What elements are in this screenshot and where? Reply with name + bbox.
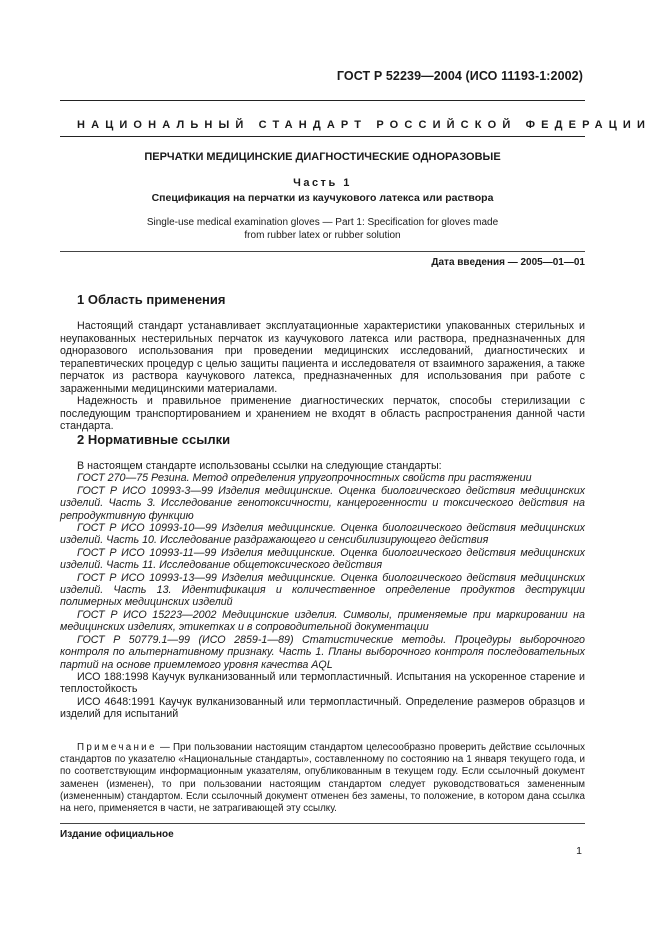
document-subtitle: Спецификация на перчатки из каучукового латекса или раствора (151, 192, 494, 204)
reference-item: ГОСТ Р 50779.1—99 (ИСО 2859-1—89) Статистические методы. Процедуры выборочного контроля по альтернативному признаку. Часть 1. Планы выборочного контроля последовательных партий на основе приемлемого уровня качества AQL (60, 633, 585, 671)
reference-item: ГОСТ 270—75 Резина. Метод определения упругопрочностных свойств при растяжении (77, 472, 532, 485)
reference-item-iso-4648: ИСО 4648:1991 Каучук вулканизованный или термопластичный. Определение размеров образцов и изделий для испытаний (60, 695, 585, 721)
header-rule (60, 100, 585, 101)
reference-item: ГОСТ Р ИСО 10993-10—99 Изделия медицинские. Оценка биологического действия медицинских изделий. Часть 10. Исследование раздражающего и сенсибилизирующего действия (60, 522, 585, 547)
section-1-heading: 1 Область применения (77, 292, 226, 307)
note-block (60, 742, 585, 815)
section-1-body (60, 320, 585, 433)
official-edition-label: Издание официальное (60, 829, 174, 840)
part-label: Часть 1 (293, 177, 352, 189)
national-standard-banner: НАЦИОНАЛЬНЫЙ СТАНДАРТ РОССИЙСКОЙ ФЕДЕРАЦИИ (77, 119, 652, 131)
reference-item-iso-188: ИСО 188:1998 Каучук вулканизованный или термопластичный. Испытания на ускоренное старение и теплостойкость (60, 670, 585, 696)
standard-designation: ГОСТ Р 52239—2004 (ИСО 11193-1:2002) (336, 69, 583, 83)
english-title-line-1: Single-use medical examination gloves — Part 1: Specification for gloves made (146, 217, 499, 228)
english-title-line-2: from rubber latex or rubber solution (244, 229, 401, 241)
banner-rule (60, 136, 585, 137)
note-text: — При пользовании настоящим стандартом целесообразно проверить действие ссылочных стандартов по указателю «Национальные стандарты», составленному по состоянию на 1 января текущего года, и по соответствующим информационным указателям, опубликованным в текущем году. Если ссылочный документ заменен (изменен), то при пользовании настоящим стандартом следует руководствоваться замененным (измененным) стандартом. Если ссылочный документ отменен без замены, то положение, в котором дана ссылка на него, применяется в части, не затрагивающей эту ссылку. (60, 742, 585, 815)
section-2-heading: 2 Нормативные ссылки (77, 432, 231, 447)
note-label: Примечание (77, 742, 157, 753)
page-number: 1 (576, 845, 582, 857)
reference-item: ГОСТ Р ИСО 10993-3—99 Изделия медицинские. Оценка биологического действия медицинских изделий. Часть 3. Исследование генотоксичности, канцерогенности и токсического действия на репродуктивную функцию (60, 484, 585, 522)
section-1-paragraph-2: Надежность и правильное применение диагностических перчаток, способы стерилизации с последующим транспортированием и хранением не входят в область распространения данной части стандарта. (60, 395, 585, 432)
reference-item: ГОСТ Р ИСО 10993-13—99 Изделия медицинские. Оценка биологического действия медицинских изделий. Часть 13. Идентификация и количественное определение продуктов деструкции полимерных медицинских изделий (60, 571, 585, 609)
references-intro: В настоящем стандарте использованы ссылки на следующие стандарты: (77, 460, 442, 472)
title-rule (60, 251, 585, 252)
reference-item: ГОСТ Р ИСО 15223—2002 Медицинские изделия. Символы, применяемые при маркировании на медицинских изделиях, этикетках и в сопроводительной документации (60, 608, 585, 634)
section-1-paragraph-1: Настоящий стандарт устанавливает эксплуатационные характеристики упакованных стерильных и неупакованных нестерильных перчаток из каучукового латекса или раствора, предназначенных для одноразового использования при проведении медицинских исследований, диагностических и терапевтических процедур с целью защиты пациента и исследователя от взаимного заражения, а также перчаток из раствора каучукового латекса, предназначенных для использования при работе с зараженными медицинскими материалами. (60, 320, 585, 395)
footer-rule (60, 823, 585, 824)
english-title (60, 217, 585, 242)
introduction-date: Дата введения — 2005—01—01 (431, 257, 585, 268)
reference-item: ГОСТ Р ИСО 10993-11—99 Изделия медицинские. Оценка биологического действия медицинских изделий. Часть 11. Исследование общетоксического действия (60, 546, 585, 572)
document-title: ПЕРЧАТКИ МЕДИЦИНСКИЕ ДИАГНОСТИЧЕСКИЕ ОДНОРАЗОВЫЕ (144, 151, 501, 163)
references-list (60, 460, 585, 721)
